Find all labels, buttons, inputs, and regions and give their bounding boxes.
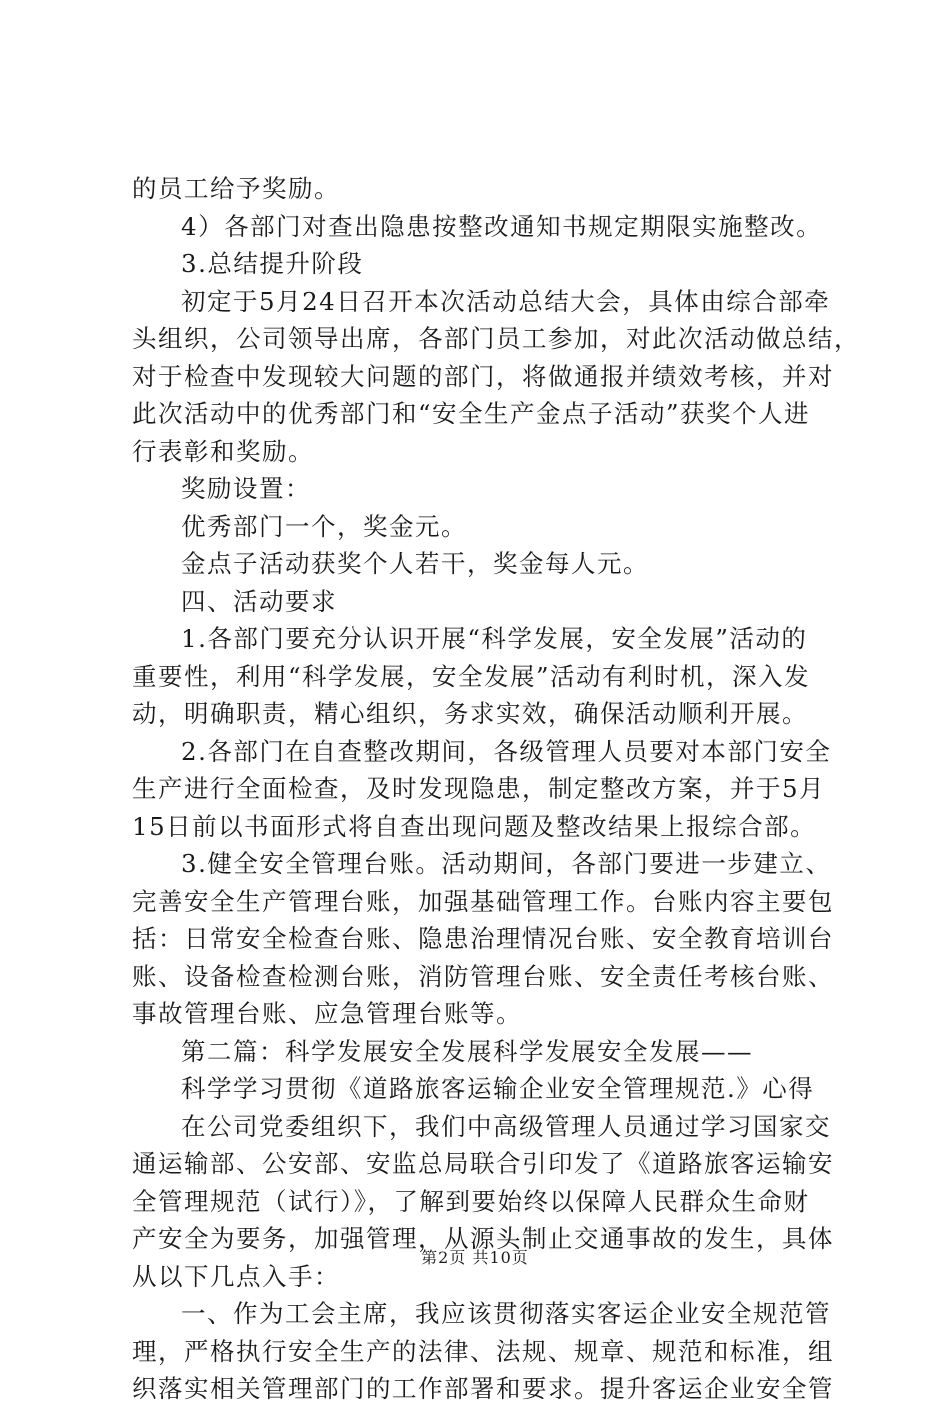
chapter-subtitle: 科学学习贯彻《道路旅客运输企业安全管理规范.》心得 [181, 1074, 815, 1103]
text-line: 头组织，公司领导出席，各部门员工参加，对此次活动做总结， [132, 324, 860, 353]
text-line: 从以下几点入手： [132, 1261, 340, 1291]
text-line: 1.各部门要充分认识开展“科学发展，安全发展”活动的 [181, 624, 808, 653]
text-line: 3.健全安全管理台账。活动期间，各部门要进一步建立、 [181, 849, 832, 878]
text-line: 括：日常安全检查台账、隐患治理情况台账、安全教育培训台 [132, 924, 834, 953]
text-line: 产安全为要务，加强管理，从源头制止交通事故的发生，具体 [132, 1224, 834, 1253]
section-heading: 四、活动要求 [181, 586, 337, 616]
text-line: 15日前以书面形式将自查出现问题及整改结果上报综合部。 [132, 811, 817, 841]
text-line: 完善安全生产管理台账，加强基础管理工作。台账内容主要包 [132, 886, 834, 916]
text-line: 重要性，利用“科学发展，安全发展”活动有利时机，深入发 [132, 661, 811, 691]
text-line: 生产进行全面检查，及时发现隐患，制定整改方案，并于5月 [132, 774, 826, 803]
text-line: 金点子活动获奖个人若干，奖金每人元。 [181, 549, 649, 578]
text-line: 此次活动中的优秀部门和“安全生产金点子活动”获奖个人进 [132, 399, 811, 428]
text-line: 账、设备检查检测台账，消防管理台账、安全责任考核台账、 [132, 961, 834, 991]
text-line: 在公司党委组织下，我们中高级管理人员通过学习国家交 [181, 1111, 831, 1141]
text-line: 理，严格执行安全生产的法律、法规、规章、规范和标准，组 [132, 1336, 834, 1366]
page-number-footer: 第2页 共10页 [421, 1248, 529, 1267]
text-line: 初定于5月24日召开本次活动总结大会，具体由综合部牵 [181, 286, 831, 316]
text-line: 奖励设置： [181, 474, 311, 503]
text-line: 织落实相关管理部门的工作部署和要求。提升客运企业安全管 [132, 1374, 834, 1403]
chapter-title: 第二篇：科学发展安全发展科学发展安全发展—— [181, 1036, 753, 1066]
text-line: 4）各部门对查出隐患按整改通知书规定期限实施整改。 [181, 211, 823, 241]
text-line: 全管理规范（试行）》，了解到要始终以保障人民群众生命财 [132, 1186, 810, 1216]
text-line: 的员工给予奖励。 [132, 174, 340, 203]
text-line: 一、作为工会主席，我应该贯彻落实客运企业安全规范管 [181, 1299, 831, 1328]
text-line: 动，明确职责，精心组织，务求实效，确保活动顺利开展。 [132, 699, 808, 728]
body-text [132, 170, 860, 1408]
text-line: 事故管理台账、应急管理台账等。 [132, 999, 522, 1028]
text-line: 优秀部门一个，奖金元。 [181, 511, 467, 541]
text-line: 通运输部、公安部、安监总局联合引印发了《道路旅客运输安 [132, 1149, 834, 1178]
text-line: 2.各部门在自查整改期间，各级管理人员要对本部门安全 [181, 736, 832, 766]
text-line: 对于检查中发现较大问题的部门，将做通报并绩效考核，并对 [132, 361, 834, 391]
text-line: 3.总结提升阶段 [181, 249, 364, 278]
text-line: 行表彰和奖励。 [132, 436, 314, 466]
